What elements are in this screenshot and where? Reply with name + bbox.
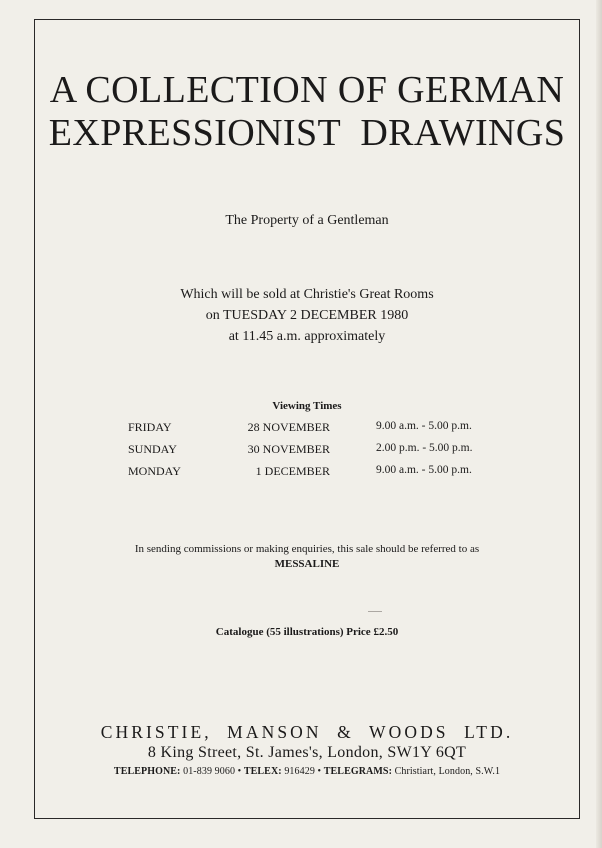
- sale-code: MESSALINE: [274, 558, 340, 570]
- viewing-date: 1 DECEMBER: [255, 464, 330, 478]
- company-address: 8 King Street, St. James's, London, SW1Y 6QT: [147, 744, 467, 761]
- viewing-day: FRIDAY: [128, 420, 172, 434]
- telephone-number: 01-839 9060: [183, 766, 236, 777]
- catalogue-title: [34, 70, 580, 154]
- catalogue-price: Catalogue (55 illustrations) Price £2.50: [215, 626, 399, 638]
- telex-number: 916429: [284, 766, 315, 777]
- title-line-2: EXPRESSIONIST DRAWINGS: [48, 112, 566, 154]
- viewing-times-heading: Viewing Times: [272, 400, 342, 412]
- viewing-row-sunday: [0, 442, 602, 462]
- viewing-date: 28 NOVEMBER: [247, 420, 330, 434]
- contact-line: [34, 766, 580, 777]
- viewing-day: MONDAY: [128, 464, 181, 478]
- viewing-row-friday: [0, 420, 602, 440]
- viewing-time: 2.00 p.m. - 5.00 p.m.: [376, 442, 473, 454]
- stray-mark: [368, 611, 382, 612]
- viewing-day: SUNDAY: [128, 442, 177, 456]
- company-name: CHRISTIE, MANSON & WOODS LTD.: [100, 722, 514, 742]
- contact-separator: •: [317, 766, 322, 777]
- viewing-time: 9.00 a.m. - 5.00 p.m.: [376, 420, 472, 432]
- sale-date-line: on TUESDAY 2 DECEMBER 1980: [205, 308, 409, 323]
- telephone-label: TELEPHONE:: [113, 766, 181, 777]
- telegrams-address: Christiart, London, S.W.1: [394, 766, 501, 777]
- telex-label: TELEX:: [243, 766, 282, 777]
- telegrams-label: TELEGRAMS:: [323, 766, 392, 777]
- enquiry-text: In sending commissions or making enquiries, this sale should be referred to as: [134, 543, 480, 555]
- sale-time-line: at 11.45 a.m. approximately: [228, 329, 386, 344]
- enquiry-reference: [34, 542, 580, 572]
- viewing-row-monday: [0, 464, 602, 484]
- title-line-1: A COLLECTION OF GERMAN: [49, 69, 565, 111]
- viewing-time: 9.00 a.m. - 5.00 p.m.: [376, 464, 472, 476]
- contact-separator: •: [237, 766, 242, 777]
- property-subtitle: The Property of a Gentleman: [225, 213, 389, 228]
- sale-details: [34, 284, 580, 347]
- sale-location-line: Which will be sold at Christie's Great Rooms: [180, 287, 434, 302]
- viewing-date: 30 NOVEMBER: [247, 442, 330, 456]
